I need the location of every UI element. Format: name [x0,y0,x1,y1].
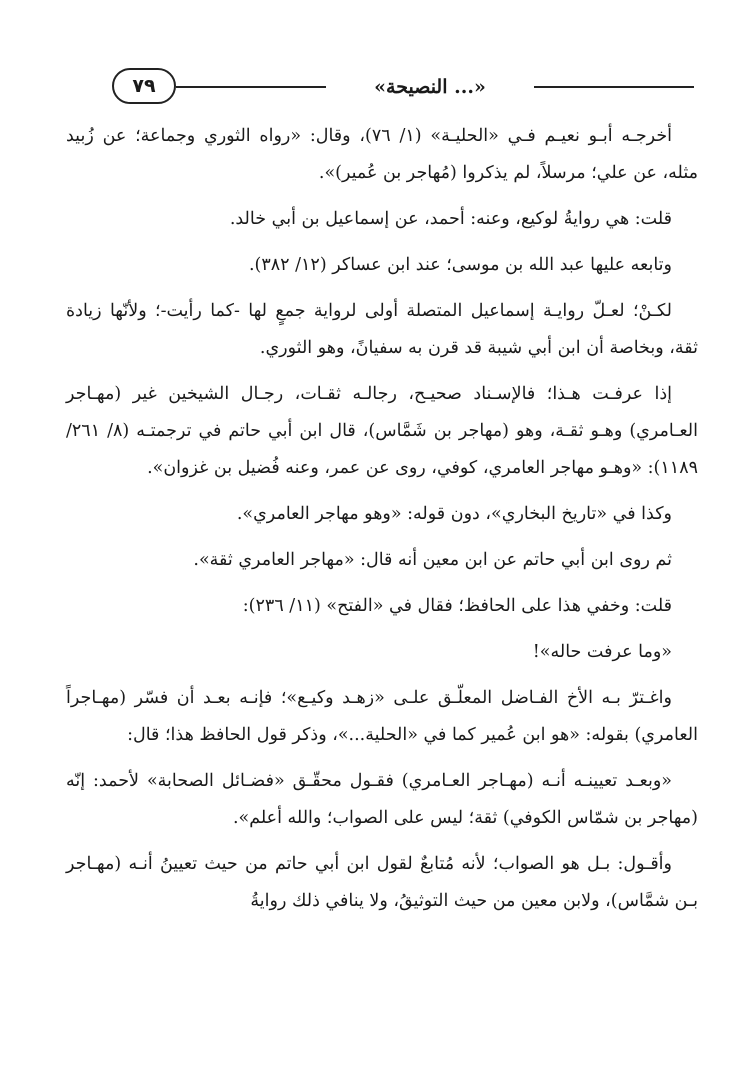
page-header [72,66,694,110]
page-number-badge: ٧٩ [112,68,176,104]
body-text [66,118,698,929]
header-rule-left [176,86,326,88]
paragraph: «وبعـد تعيينـه أنـه (مهـاجر العـامري) فقـول محقّـق «فضـائل الصحابة» لأحمد: إنّه (مهاجر بن شمّاس الكوفي) ثقة؛ ليس على الصواب؛ والله أعلم». [66,771,698,828]
paragraph: قلت: وخفي هذا على الحافظ؛ فقال في «الفتح» (١١/ ٢٣٦): [242,596,672,616]
running-title: «النصيحة ...» [374,76,486,98]
header-rule-right [534,86,694,88]
paragraph: وتابعه عليها عبد الله بن موسى؛ عند ابن عساكر (١٢/ ٣٨٢). [248,255,672,275]
paragraph: وكذا في «تاريخ البخاري»، دون قوله: «وهو مهاجر العامري». [236,504,672,524]
paragraph: واغـترّ بـه الأخ الفـاضل المعلّـق علـى «زهـد وكيـع»؛ فإنـه بعـد أن فسّر (مهـاجراً العامري) بقوله: «هو ابن عُمير كما في «الحلية...»، وذكر قول الحافظ هذا؛ قال: [66,688,698,745]
paragraph: لكـنْ؛ لعـلّ روايـة إسماعيل المتصلة أولى لرواية جمعٍ لها -كما رأيت-؛ ولأنّها زيادة ثقة، وبخاصة أن ابن أبي شيبة قد قرن به سفيانً، وهو الثوري. [66,301,698,358]
paragraph: ثم روى ابن أبي حاتم عن ابن معين أنه قال: «مهاجر العامري ثقة». [193,550,672,570]
paragraph: إذا عرفـت هـذا؛ فالإسـناد صحيـح، رجالـه ثقـات، رجـال الشيخين غير (مهـاجر العـامري) وهـو ثقـة، وهو (مهاجر بن شَمَّاس)، قال ابن أبي حاتم في ترجمتـه (٨/ ٢٦١/ ١١٨٩): «وهـو مهاجر العامري، كوفي، روى عن عمر، وعنه فُضيل بن غزوان». [66,384,698,478]
paragraph: أخرجـه أبـو نعيـم فـي «الحليـة» (١/ ٧٦)، وقال: «رواه الثوري وجماعة؛ عن زُبيد مثله، عن علي؛ مرسلاً، لم يذكروا (مُهاجر بن عُمير)». [66,126,698,183]
paragraph: «وما عرفت حاله»! [532,642,672,662]
paragraph: قلت: هي روايةُ لوكيع، وعنه: أحمد، عن إسماعيل بن أبي خالد. [229,209,672,229]
paragraph: وأقـول: بـل هو الصواب؛ لأنه مُتابعٌ لقول ابن أبي حاتم من حيث تعيينُ أنـه (مهـاجر بـن شمَّاس)، ولابن معين من حيث التوثيقُ، ولا ينافي ذلك روايةُ [66,854,698,911]
